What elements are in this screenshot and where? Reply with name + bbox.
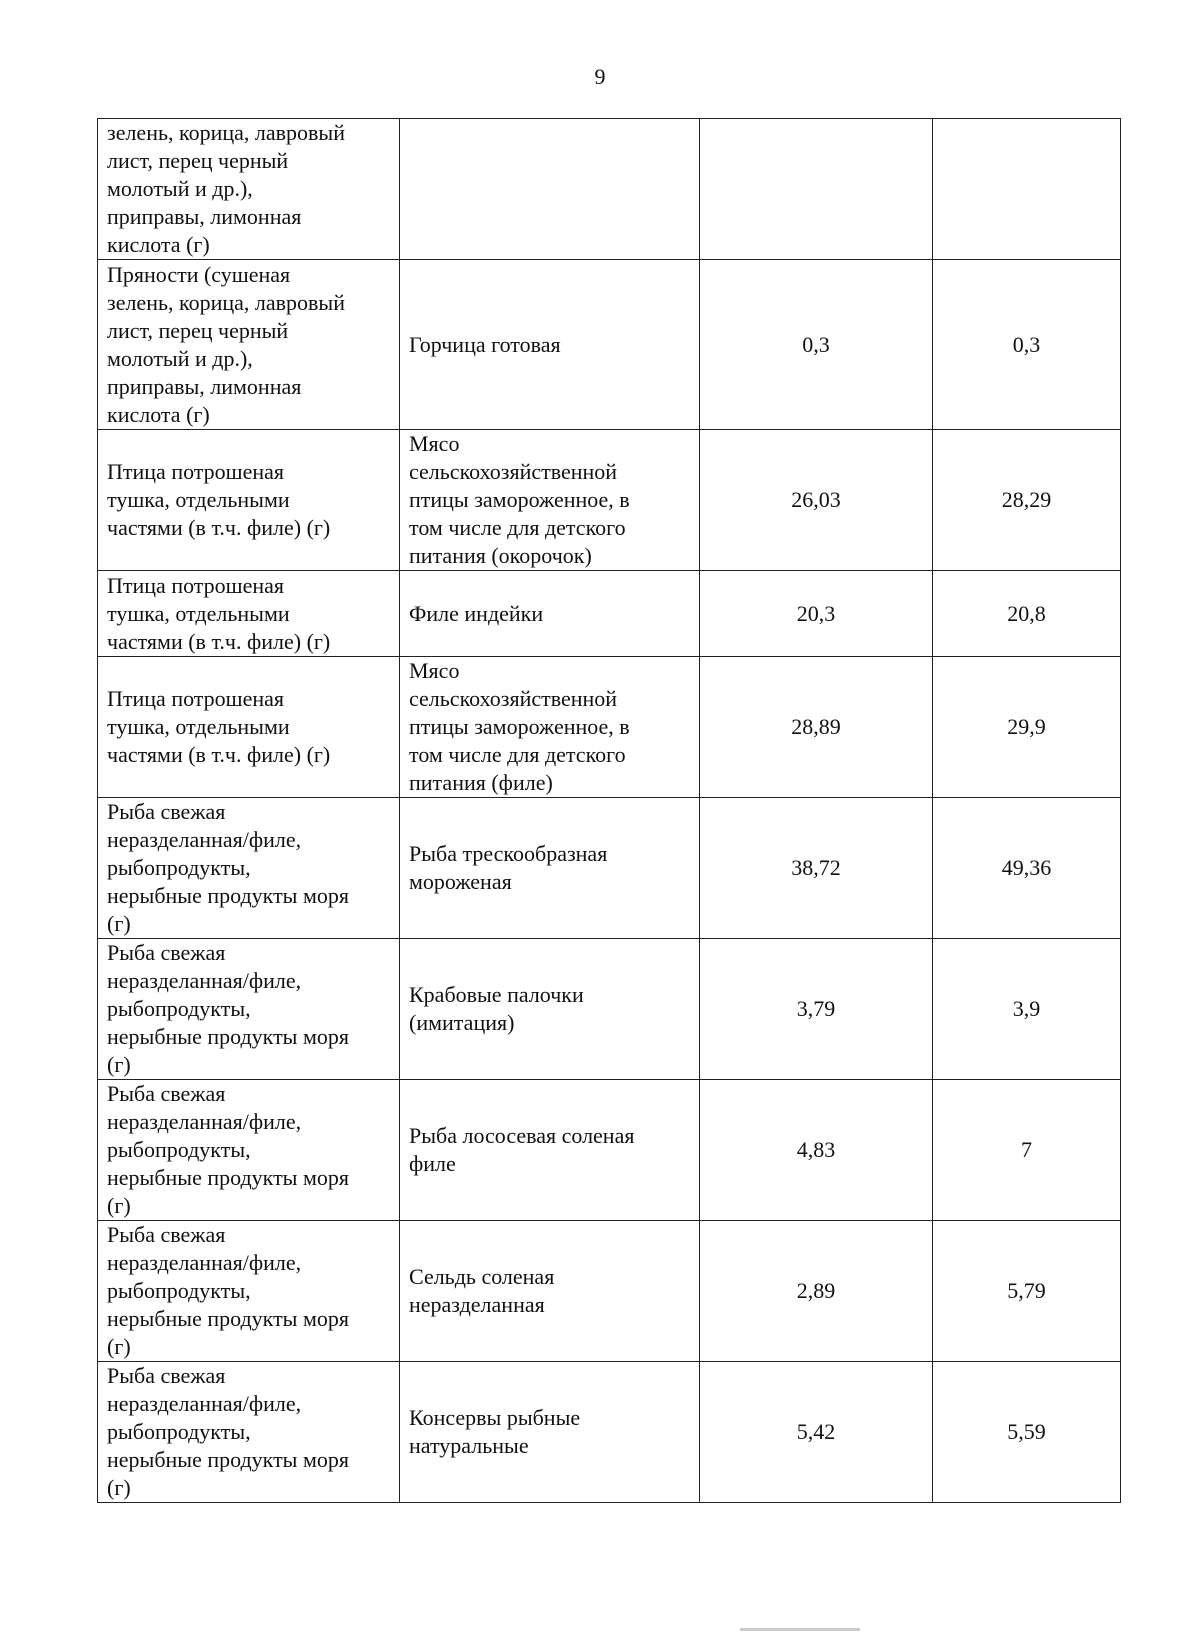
category-cell: Птица потрошеная тушка, отдельными частями (в т.ч. филе) (г): [98, 571, 400, 657]
product-cell: Сельдь соленая неразделанная: [400, 1221, 700, 1362]
table-row: [98, 430, 1121, 571]
scan-artifact: [740, 1628, 860, 1631]
value2-cell: 20,8: [933, 571, 1121, 657]
category-cell: зелень, корица, лавровый лист, перец черный молотый и др.), приправы, лимонная кислота (г): [98, 119, 400, 260]
product-cell: Рыба лососевая соленая филе: [400, 1080, 700, 1221]
table-row: [98, 260, 1121, 430]
value2-cell: 5,59: [933, 1362, 1121, 1503]
value1-cell: 28,89: [700, 657, 933, 798]
value2-cell: 28,29: [933, 430, 1121, 571]
product-cell: [400, 119, 700, 260]
value1-cell: 38,72: [700, 798, 933, 939]
value2-cell: [933, 119, 1121, 260]
table-row: [98, 119, 1121, 260]
category-cell: Рыба свежая неразделанная/филе, рыбопродукты, нерыбные продукты моря (г): [98, 1362, 400, 1503]
table-row: [98, 1080, 1121, 1221]
page-number: 9: [594, 64, 606, 89]
category-cell: Птица потрошеная тушка, отдельными частями (в т.ч. филе) (г): [98, 430, 400, 571]
table-row: [98, 798, 1121, 939]
product-cell: Крабовые палочки (имитация): [400, 939, 700, 1080]
value1-cell: 0,3: [700, 260, 933, 430]
value2-cell: 0,3: [933, 260, 1121, 430]
category-cell: Рыба свежая неразделанная/филе, рыбопродукты, нерыбные продукты моря (г): [98, 1080, 400, 1221]
value1-cell: 3,79: [700, 939, 933, 1080]
product-cell: Рыба трескообразная мороженая: [400, 798, 700, 939]
product-cell: Консервы рыбные натуральные: [400, 1362, 700, 1503]
category-cell: Рыба свежая неразделанная/филе, рыбопродукты, нерыбные продукты моря (г): [98, 1221, 400, 1362]
value2-cell: 5,79: [933, 1221, 1121, 1362]
category-cell: Птица потрошеная тушка, отдельными частями (в т.ч. филе) (г): [98, 657, 400, 798]
value2-cell: 3,9: [933, 939, 1121, 1080]
table-row: [98, 1221, 1121, 1362]
value2-cell: 29,9: [933, 657, 1121, 798]
table-row: [98, 939, 1121, 1080]
value1-cell: 2,89: [700, 1221, 933, 1362]
product-cell: Мясо сельскохозяйственной птицы замороженное, в том числе для детского питания (окорочок): [400, 430, 700, 571]
product-cell: Мясо сельскохозяйственной птицы замороженное, в том числе для детского питания (филе): [400, 657, 700, 798]
category-cell: Рыба свежая неразделанная/филе, рыбопродукты, нерыбные продукты моря (г): [98, 939, 400, 1080]
value1-cell: 20,3: [700, 571, 933, 657]
product-cell: Филе индейки: [400, 571, 700, 657]
category-cell: Рыба свежая неразделанная/филе, рыбопродукты, нерыбные продукты моря (г): [98, 798, 400, 939]
norms-table: [97, 118, 1121, 1503]
table-row: [98, 1362, 1121, 1503]
value1-cell: [700, 119, 933, 260]
value2-cell: 49,36: [933, 798, 1121, 939]
value1-cell: 26,03: [700, 430, 933, 571]
category-cell: Пряности (сушеная зелень, корица, лавровый лист, перец черный молотый и др.), приправы, лимонная кислота (г): [98, 260, 400, 430]
table-row: [98, 571, 1121, 657]
table-row: [98, 657, 1121, 798]
value1-cell: 4,83: [700, 1080, 933, 1221]
value2-cell: 7: [933, 1080, 1121, 1221]
value1-cell: 5,42: [700, 1362, 933, 1503]
product-cell: Горчица готовая: [400, 260, 700, 430]
